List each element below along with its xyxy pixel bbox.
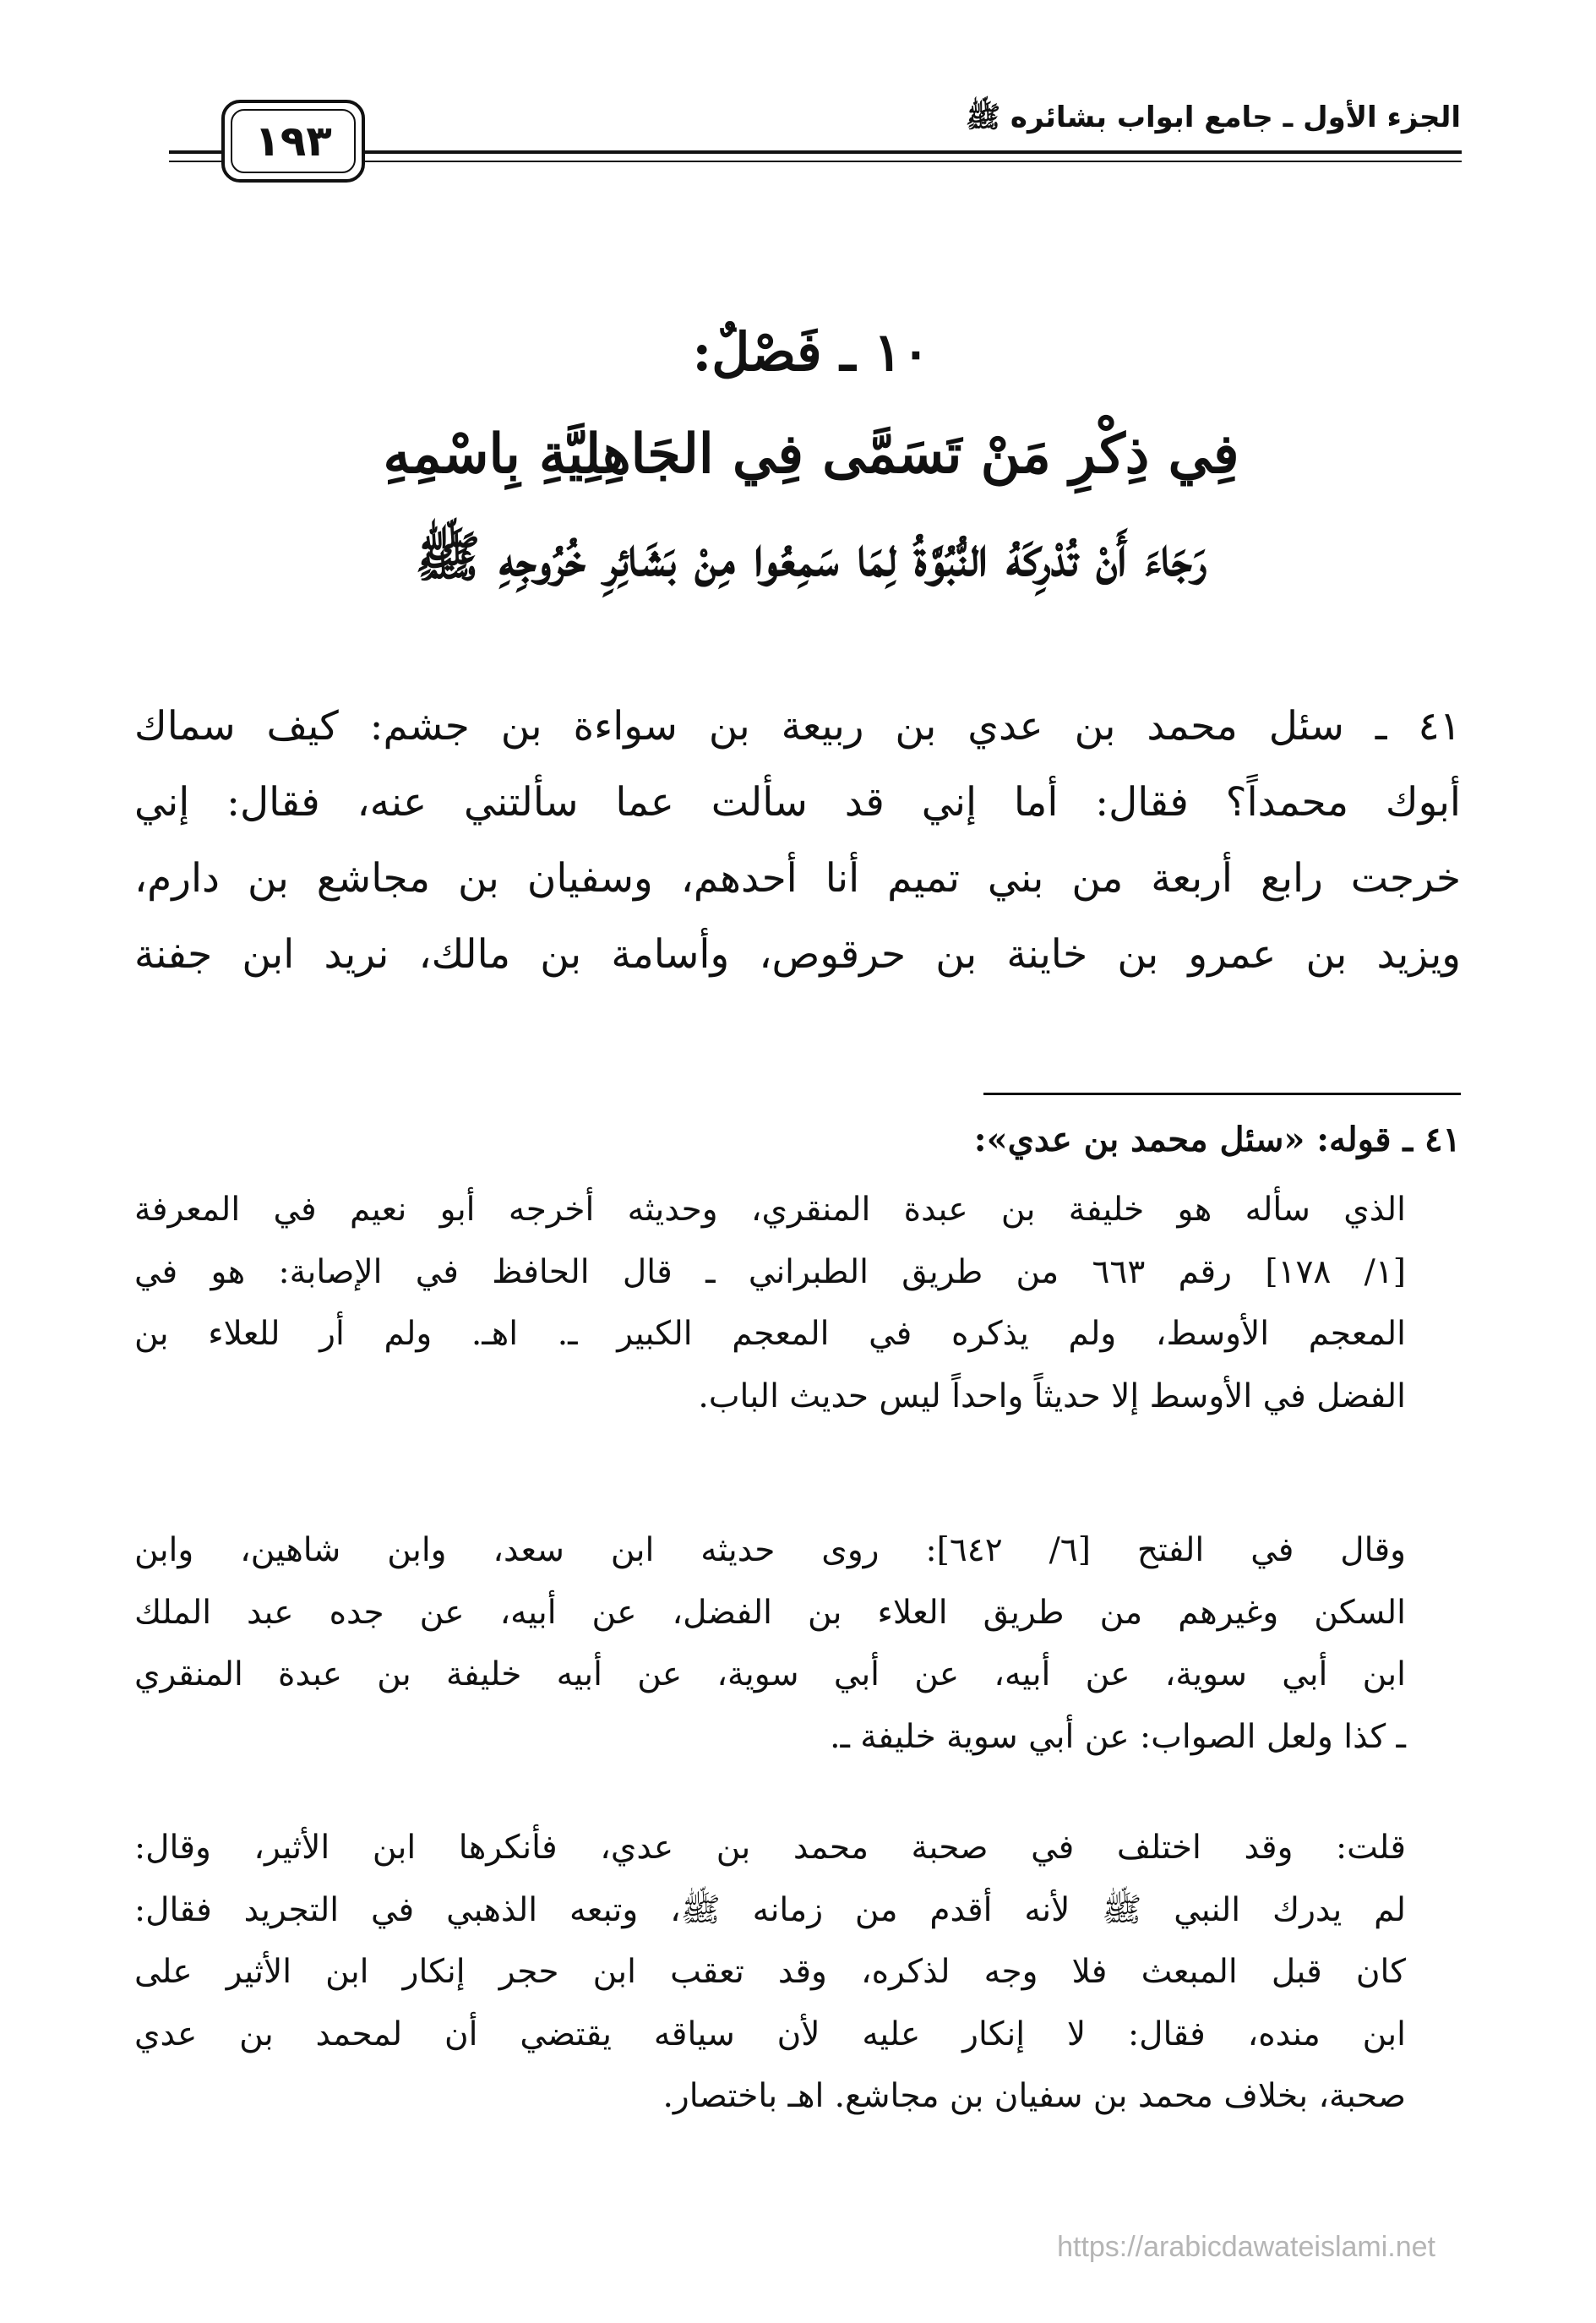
running-title: الجزء الأول ـ جامع ابواب بشائره ﷺ	[965, 101, 1461, 134]
note-paragraph-2	[134, 1519, 1406, 1768]
chapter-title-line-2: رَجَاءَ أَنْ تُدْرِكَهُ النُّبُوَّةُ لِمَا سَمِعُوا مِنْ بَشَائِرِ خُرُوجِهِ ﷺ	[415, 526, 1207, 589]
note-line: الفضل في الأوسط إلا حديثاً واحداً ليس حديث الباب.	[698, 1377, 1406, 1415]
note-line: وقال في الفتح [٦/ ٦٤٢]: روى حديثه ابن سعد، وابن شاهين، وابن	[134, 1531, 1406, 1569]
note-line: قلت: وقد اختلف في صحبة محمد بن عدي، فأنكرها ابن الأثير، وقال:	[134, 1829, 1406, 1867]
note-line: ابن أبي سوية، عن أبيه، عن أبي سوية، عن أبيه خليفة بن عبدة المنقري	[134, 1655, 1406, 1694]
note-line: السكن وغيرهم من طريق العلاء بن الفضل، عن أبيه، عن جده عبد الملك	[134, 1593, 1406, 1632]
main-text-line: ٤١ ـ سئل محمد بن عدي بن ربيعة بن سواءة بن جشم: كيف سماك	[134, 703, 1461, 750]
note-line: الذي سأله هو خليفة بن عبدة المنقري، وحديثه أخرجه أبو نعيم في المعرفة	[134, 1191, 1406, 1229]
note-line: [١/ ١٧٨] رقم ٦٦٣ من طريق الطبراني ـ قال الحافظ في الإصابة: هو في	[134, 1252, 1406, 1291]
chapter-number: ١٠ ـ فَصْلٌ:	[692, 321, 930, 383]
note-heading: ٤١ ـ قوله: «سئل محمد بن عدي»:	[973, 1120, 1461, 1159]
main-text	[134, 689, 1461, 993]
note-paragraph-3	[134, 1817, 1406, 2128]
main-text-line: خرجت رابع أربعة من بني تميم أنا أحدهم، وسفيان بن مجاشع بن دارم،	[134, 855, 1461, 902]
note-line: المعجم الأوسط، ولم يذكره في المعجم الكبير ـ. اهـ. ولم أر للعلاء بن	[134, 1315, 1406, 1354]
note-line: ـ كذا ولعل الصواب: عن أبي سوية خليفة ـ.	[830, 1717, 1406, 1756]
watermark-url: https://arabicdawateislami.net	[1057, 2231, 1435, 2263]
chapter-title-line-1: فِي ذِكْرِ مَنْ تَسَمَّى فِي الجَاهِلِيَّةِ بِاسْمِهِ	[383, 423, 1239, 486]
note-line: ابن منده، فقال: لا إنكار عليه لأن سياقه يقتضي أن لمحمد بن عدي	[134, 2015, 1406, 2053]
note-line: كان قبل المبعث فلا وجه لذكره، وقد تعقب ابن حجر إنكار ابن الأثير على	[134, 1953, 1406, 1992]
footnote-separator	[983, 1093, 1461, 1095]
page-number: ١٩٣	[254, 117, 332, 166]
note-line: لم يدرك النبي ﷺ لأنه أقدم من زمانه ﷺ، وتبعه الذهبي في التجريد فقال:	[134, 1890, 1406, 1929]
page-number-frame	[221, 100, 365, 183]
note-line: صحبة، بخلاف محمد بن سفيان بن مجاشع. اهـ باختصار.	[662, 2077, 1406, 2116]
main-text-line: ويزيد بن عمرو بن خاينة بن حرقوص، وأسامة بن مالك، نريد ابن جفنة	[134, 931, 1461, 978]
main-text-line: أبوك محمداً؟ فقال: أما إني قد سألت عما سألتني عنه، فقال: إني	[134, 779, 1461, 826]
note-paragraph-1	[134, 1179, 1406, 1427]
